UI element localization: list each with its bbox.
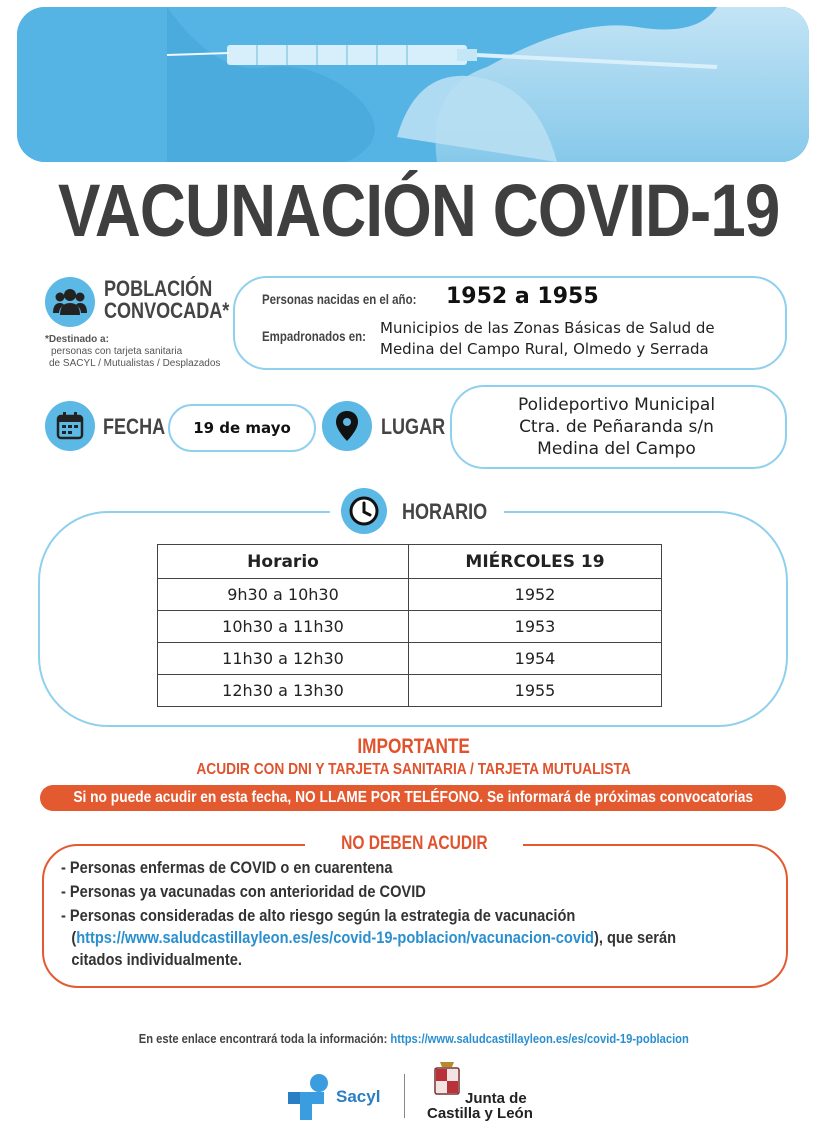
poblacion-label <box>104 278 229 322</box>
column-header: Horario <box>158 545 409 579</box>
table-row <box>158 579 662 611</box>
lugar-value <box>450 394 783 460</box>
list-item: - Personas ya vacunadas con anterioridad de COVID <box>61 882 426 901</box>
table-cell: 12h30 a 13h30 <box>158 675 409 707</box>
warning-banner-text: Si no puede acudir en esta fecha, NO LLAME POR TELÉFONO. Se informará de próximas convocatorias <box>73 789 753 806</box>
note-line1: personas con tarjeta sanitaria <box>51 346 183 357</box>
fecha-box <box>168 404 316 452</box>
table-cell: 9h30 a 10h30 <box>158 579 409 611</box>
paren-open: ( <box>71 928 77 947</box>
poblacion-label-line2: CONVOCADA* <box>104 298 230 323</box>
lugar-line2: Ctra. de Peñaranda s/n <box>519 417 714 437</box>
lugar-line3: Medina del Campo <box>537 439 696 459</box>
importante-title <box>0 735 828 759</box>
table-cell: 1952 <box>409 579 662 611</box>
table-cell: 11h30 a 12h30 <box>158 643 409 675</box>
page-title: VACUNACIÓN COVID-19 <box>57 169 780 252</box>
footer-info-link[interactable]: https://www.saludcastillayleon.es/es/covid-19-poblacion <box>390 1031 690 1046</box>
sacyl-logo-text: Sacyl <box>336 1087 381 1106</box>
footer-divider <box>404 1074 405 1118</box>
schedule-table <box>157 544 662 707</box>
horario-label: HORARIO <box>402 499 488 524</box>
table-row <box>158 643 662 675</box>
table-row <box>158 675 662 707</box>
registered-line2: Medina del Campo Rural, Olmedo y Serrada <box>380 340 709 358</box>
poblacion-label-line1: POBLACIÓN <box>104 276 213 301</box>
junta-shield-icon <box>432 1060 462 1100</box>
poblacion-note <box>45 334 220 370</box>
table-cell: 10h30 a 11h30 <box>158 611 409 643</box>
sacyl-logo-icon <box>286 1070 336 1120</box>
table-cell: 1955 <box>409 675 662 707</box>
table-row <box>158 611 662 643</box>
vacunacion-link[interactable]: https://www.saludcastillayleon.es/es/covid-19-poblacion/vacunacion-covid <box>76 928 594 947</box>
table-cell: 1953 <box>409 611 662 643</box>
header-banner-image <box>17 7 809 162</box>
footer-info-text: En este enlace encontrará toda la información: <box>138 1031 388 1046</box>
birth-years: 1952 a 1955 <box>446 284 599 309</box>
note-title: *Destinado a: <box>45 334 109 345</box>
list-item: - Personas enfermas de COVID o en cuarentena <box>61 858 393 877</box>
no-deben-list <box>61 857 776 971</box>
warning-banner <box>40 785 786 811</box>
importante-title-text: IMPORTANTE <box>357 735 471 758</box>
fecha-value: 19 de mayo <box>193 419 291 437</box>
clock-icon <box>341 488 387 534</box>
footer-info <box>0 1031 828 1046</box>
table-header-row <box>158 545 662 579</box>
junta-line1: Junta de <box>465 1090 527 1107</box>
no-deben-title-text: NO DEBEN ACUDIR <box>340 833 488 854</box>
importante-subtitle-text: ACUDIR CON DNI Y TARJETA SANITARIA / TARJETA MUTUALISTA <box>196 761 632 778</box>
schedule-table-wrap <box>157 544 662 707</box>
no-deben-title <box>305 833 523 855</box>
junta-line2: Castilla y León <box>427 1105 533 1122</box>
birth-label: Personas nacidas en el año: <box>262 291 417 307</box>
location-pin-icon <box>322 401 372 451</box>
lugar-label: LUGAR <box>381 414 446 439</box>
registered-value <box>380 318 715 360</box>
fecha-label: FECHA <box>103 414 166 439</box>
item3-close: ), que serán <box>593 928 677 947</box>
list-item-continuation <box>61 927 676 949</box>
table-cell: 1954 <box>409 643 662 675</box>
note-line2: de SACYL / Mutualistas / Desplazados <box>49 358 221 369</box>
calendar-icon <box>45 401 95 451</box>
people-icon <box>45 277 95 327</box>
importante-subtitle <box>0 761 828 779</box>
lugar-line1: Polideportivo Municipal <box>517 395 716 415</box>
column-header: MIÉRCOLES 19 <box>409 545 662 579</box>
registered-label: Empadronados en: <box>262 328 366 344</box>
registered-line1: Municipios de las Zonas Básicas de Salud de <box>380 319 715 337</box>
list-item: - Personas consideradas de alto riesgo según la estrategia de vacunación <box>61 906 576 925</box>
list-item-continuation: citados individualmente. <box>71 950 242 969</box>
